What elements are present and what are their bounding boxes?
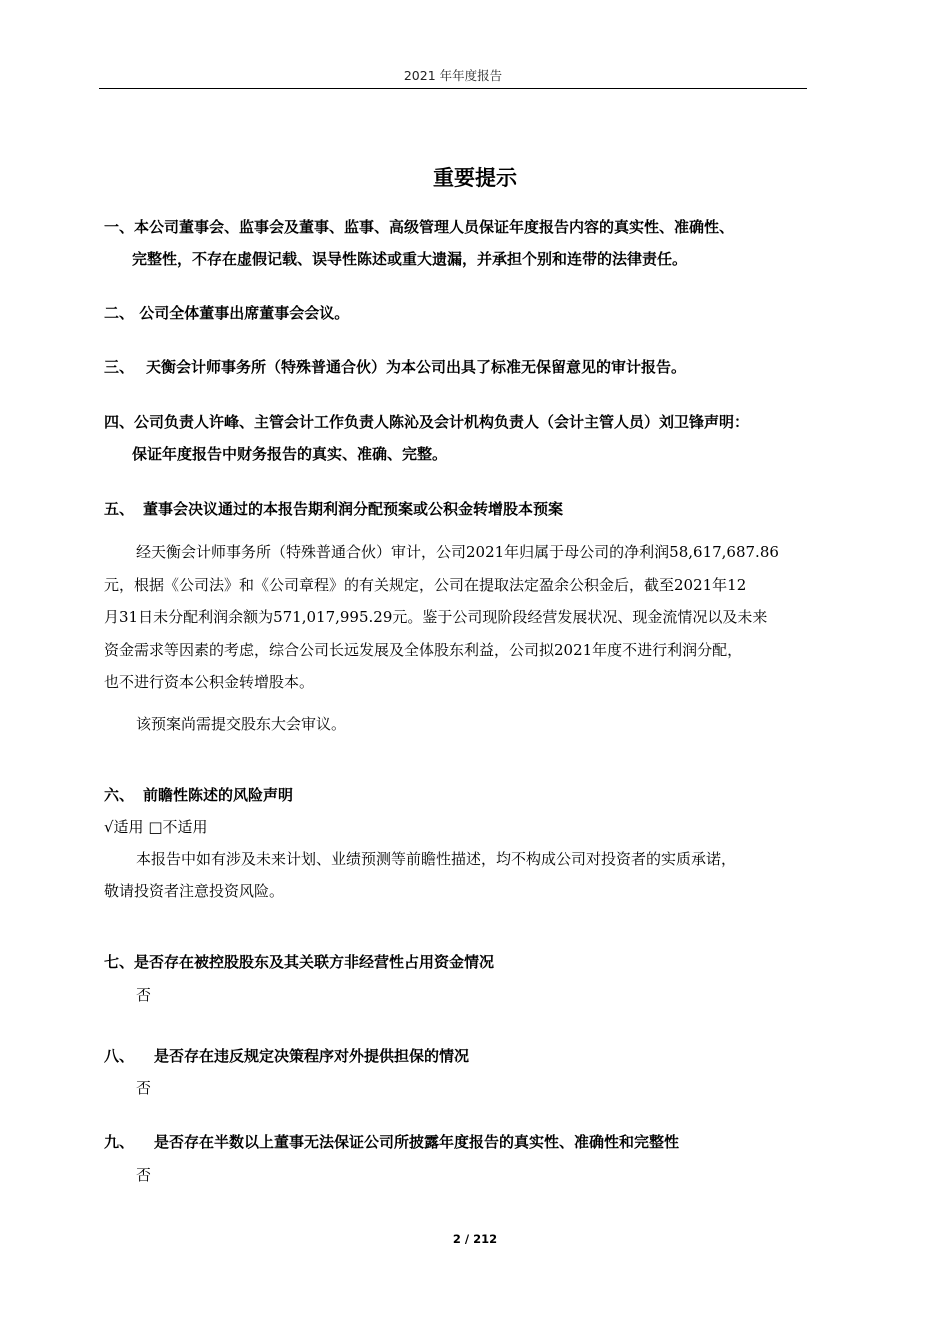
item-5-paragraph-line-4: 资金需求等因素的考虑，综合公司长远发展及全体股东利益，公司拟2021年度不进行利润分配， [104, 641, 743, 659]
item-5-number: 五、 [104, 500, 135, 518]
item-7-heading: 七、是否存在被控股股东及其关联方非经营性占用资金情况 [104, 953, 495, 971]
item-4-line-2: 保证年度报告中财务报告的真实、准确、完整。 [132, 445, 448, 463]
item-9-answer: 否 [136, 1166, 152, 1184]
item-9-heading: 是否存在半数以上董事无法保证公司所披露年度报告的真实性、准确性和完整性 [154, 1133, 680, 1151]
item-8-number: 八、 [104, 1047, 135, 1065]
item-5-paragraph-line-1: 经天衡会计师事务所（特殊普通合伙）审计，公司2021年归属于母公司的净利润58,617,687.86 [136, 543, 779, 561]
item-5-paragraph-line-5: 也不进行资本公积金转增股本。 [104, 673, 315, 691]
item-6-applicability: √适用 □不适用 [104, 818, 208, 836]
item-8-answer: 否 [136, 1079, 152, 1097]
item-6-number: 六、 [104, 786, 135, 804]
item-5-paragraph-line-3: 月31日未分配利润余额为571,017,995.29元。鉴于公司现阶段经营发展状况、现金流情况以及未来 [104, 608, 768, 626]
item-3-text: 天衡会计师事务所（特殊普通合伙）为本公司出具了标准无保留意见的审计报告。 [146, 358, 687, 376]
item-6-paragraph-line-2: 敬请投资者注意投资风险。 [104, 882, 285, 900]
item-5-heading: 董事会决议通过的本报告期利润分配预案或公积金转增股本预案 [143, 500, 564, 518]
item-5-paragraph-line-2: 元，根据《公司法》和《公司章程》的有关规定，公司在提取法定盈余公积金后，截至2021年12 [104, 576, 747, 594]
item-3-number: 三、 [104, 358, 135, 376]
running-header: 2021 年年度报告 [403, 68, 503, 83]
page-number: 2 / 212 [452, 1232, 498, 1246]
item-6-paragraph-line-1: 本报告中如有涉及未来计划、业绩预测等前瞻性描述，均不构成公司对投资者的实质承诺， [136, 850, 737, 868]
item-4-line-1: 四、公司负责人许峰、主管会计工作负责人陈沁及会计机构负责人（会计主管人员）刘卫锋声明： [104, 413, 750, 431]
item-1-line-2: 完整性，不存在虚假记载、误导性陈述或重大遗漏，并承担个别和连带的法律责任。 [132, 250, 688, 268]
item-1-line-1: 一、本公司董事会、监事会及董事、监事、高级管理人员保证年度报告内容的真实性、准确性、 [104, 218, 735, 236]
item-9-number: 九、 [104, 1133, 135, 1151]
item-5-note: 该预案尚需提交股东大会审议。 [136, 715, 347, 733]
item-7-answer: 否 [136, 986, 152, 1004]
item-8-heading: 是否存在违反规定决策程序对外提供担保的情况 [154, 1047, 470, 1065]
page-title: 重要提示 [433, 166, 517, 190]
item-6-heading: 前瞻性陈述的风险声明 [143, 786, 294, 804]
header-rule [99, 88, 807, 89]
item-2: 二、 公司全体董事出席董事会会议。 [104, 304, 350, 322]
